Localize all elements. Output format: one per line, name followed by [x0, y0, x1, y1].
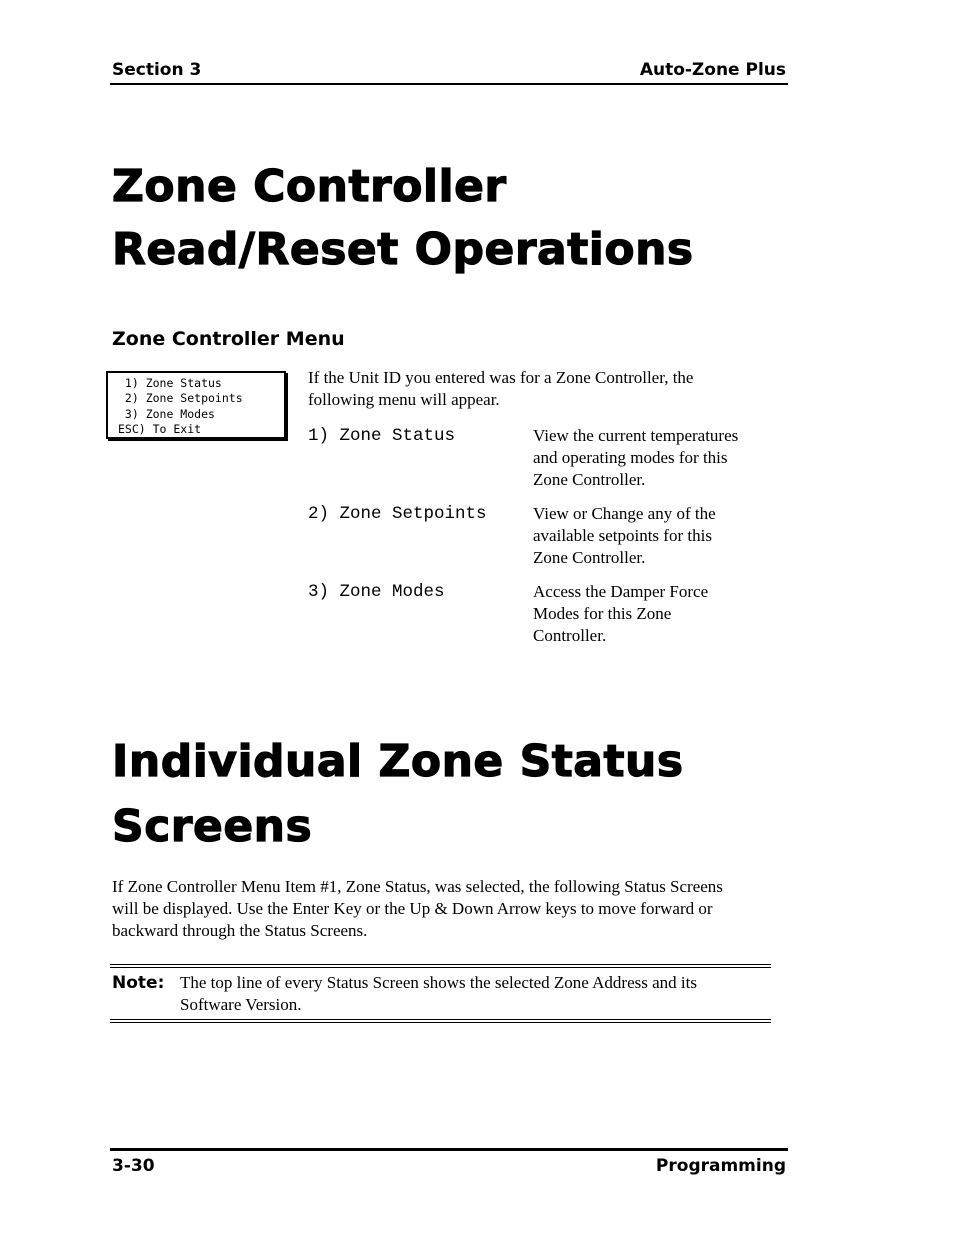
text-line: View or Change any of the [533, 504, 716, 523]
note-rule-bottom [110, 1019, 771, 1020]
header-section: Section 3 [112, 60, 202, 80]
menu-item-description [533, 503, 716, 569]
text-line: View the current temperatures [533, 426, 739, 445]
menu-item-code: 1) Zone Status [308, 426, 456, 446]
note-text [180, 972, 697, 1016]
text-line: available setpoints for this [533, 526, 712, 545]
text-line: backward through the Status Screens. [112, 921, 368, 940]
section-title-line2: Screens [112, 801, 313, 852]
note-rule-top [110, 967, 771, 968]
footer-rule [110, 1148, 788, 1151]
page-title-line2: Read/Reset Operations [112, 224, 694, 275]
text-line: Software Version. [180, 995, 302, 1014]
header-product: Auto-Zone Plus [639, 60, 786, 80]
text-line: Zone Controller. [533, 470, 646, 489]
section-title-line1: Individual Zone Status [112, 736, 684, 787]
lcd-line: 3) Zone Modes [118, 406, 215, 421]
text-line: If the Unit ID you entered was for a Zone Controller, the [308, 368, 694, 387]
page-number: 3-30 [112, 1156, 155, 1176]
note-rule-bottom [110, 1022, 771, 1023]
text-line: Modes for this Zone [533, 604, 672, 623]
menu-item-code: 2) Zone Setpoints [308, 504, 487, 524]
section-heading: Zone Controller Menu [112, 328, 345, 350]
note-rule-top [110, 964, 771, 965]
text-line: and operating modes for this [533, 448, 728, 467]
menu-item-description [533, 581, 708, 647]
intro-paragraph [308, 367, 693, 411]
text-line: The top line of every Status Screen shows the selected Zone Address and its [180, 973, 697, 992]
text-line: Access the Damper Force [533, 582, 709, 601]
text-line: will be displayed. Use the Enter Key or the Up & Down Arrow keys to move forward or [112, 899, 713, 918]
text-line: Zone Controller. [533, 548, 646, 567]
note-label: Note: [112, 973, 165, 993]
text-line: If Zone Controller Menu Item #1, Zone Status, was selected, the following Status Screens [112, 877, 723, 896]
lcd-line: 2) Zone Setpoints [118, 391, 243, 406]
header-rule [110, 83, 788, 85]
page-title-line1: Zone Controller [112, 161, 507, 212]
body-paragraph [112, 876, 723, 942]
lcd-line: 1) Zone Status [118, 376, 222, 390]
lcd-line: ESC) To Exit [118, 421, 202, 436]
menu-item-code: 3) Zone Modes [308, 582, 445, 602]
text-line: following menu will appear. [308, 390, 500, 409]
lcd-menu-display [106, 371, 286, 439]
text-line: Controller. [533, 626, 607, 645]
menu-item-description [533, 425, 738, 491]
footer-chapter: Programming [655, 1156, 786, 1176]
